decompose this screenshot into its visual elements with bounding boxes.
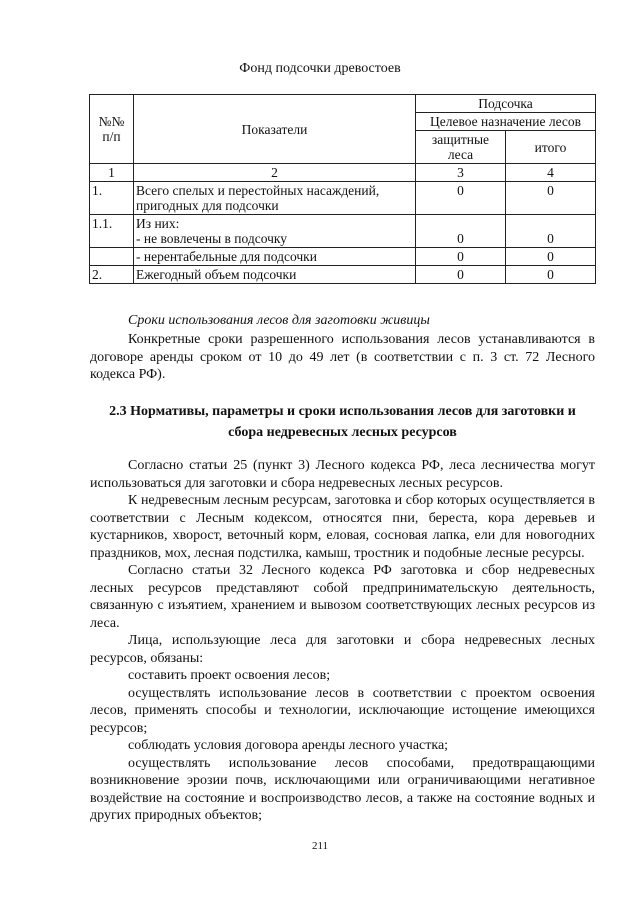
row-total: 0 [506, 266, 596, 284]
column-numbers-row [90, 164, 596, 182]
table-row [90, 182, 596, 215]
row-label-head: Из них: [136, 216, 180, 231]
body-text [90, 457, 595, 825]
podsochka-table [89, 94, 596, 284]
colnum: 2 [134, 164, 416, 182]
colnum: 3 [416, 164, 506, 182]
paragraph: Лица, использующие леса для заготовки и сбора недревесных лесных ресурсов, обязаны: [90, 633, 595, 666]
row-label: - нерентабельные для подсочки [134, 248, 416, 266]
paragraph: Согласно статьи 32 Лесного кодекса РФ заготовка и сбор недревесных лесных ресурсов представляют собой предпринимательскую деятельность, связанную с изъятием, хранением и вывозом соответствующих лесных ресурсов из леса. [90, 563, 595, 631]
colnum: 1 [90, 164, 134, 182]
table-row [90, 248, 596, 266]
header-podsochka: Подсочка [416, 95, 596, 113]
header-total: итого [506, 131, 596, 164]
paragraph: Конкретные сроки разрешенного использования лесов устанавливаются в договоре аренды сроком от 10 до 49 лет (в соответствии с п. 3 ст. 72 Лесного кодекса РФ). [90, 332, 595, 382]
section-heading: 2.3 Нормативы, параметры и сроки использования лесов для заготовки и сбора недревесных лесных ресурсов [109, 404, 576, 440]
row-total: 0 [506, 215, 596, 248]
row-num: 1. [90, 182, 134, 215]
row-protective: 0 [416, 215, 506, 248]
list-item: осуществлять использование лесов способами, предотвращающими возникновение эрозии почв, исключающими или ограничивающими негативное воздействие на состояние и воспроизводство лесов, а также на состояние водных и других природных объектов; [90, 755, 595, 823]
row-label: Ежегодный объем подсочки [134, 266, 416, 284]
row-protective: 0 [416, 248, 506, 266]
row-num [90, 248, 134, 266]
list-item: соблюдать условия договора аренды лесного участка; [128, 738, 449, 753]
header-indicators: Показатели [134, 95, 416, 164]
colnum: 4 [506, 164, 596, 182]
header-purpose: Целевое назначение лесов [416, 113, 596, 131]
row-protective: 0 [416, 266, 506, 284]
row-protective: 0 [416, 182, 506, 215]
italic-subheading: Сроки использования лесов для заготовки живицы [128, 313, 430, 328]
list-item: осуществлять использование лесов в соответствии с проектом освоения лесов, применять способы и технологии, исключающие истощение имеющихся ресурсов; [90, 685, 595, 736]
row-total: 0 [506, 182, 596, 215]
table-row [90, 266, 596, 284]
terms-paragraph [90, 331, 595, 384]
table-row [90, 215, 596, 248]
row-num: 1.1. [90, 215, 134, 248]
paragraph: Согласно статьи 25 (пункт 3) Лесного кодекса РФ, леса лесничества могут использоваться для заготовки и сбора недревесных лесных ресурсов. [90, 458, 595, 491]
header-num: №№ п/п [90, 95, 134, 164]
row-label-item: - не вовлечены в подсочку [136, 231, 288, 246]
row-label [134, 215, 416, 248]
list-item: составить проект освоения лесов; [128, 668, 331, 683]
row-label: Всего спелых и перестойных насаждений, пригодных для подсочки [134, 182, 416, 215]
header-protective: защитные леса [416, 131, 506, 164]
table-caption: Фонд подсочки древостоев [239, 61, 401, 76]
row-total: 0 [506, 248, 596, 266]
paragraph: К недревесным лесным ресурсам, заготовка и сбор которых осуществляется в соответствии с Лесным кодексом, относятся пни, береста, кора деревьев и кустарников, хворост, веточный корм, еловая, сосновая лапка, ели для новогодних праздников, мох, лесная подстилка, камыш, тростник и подобные лесные ресурсы. [90, 493, 595, 561]
row-num: 2. [90, 266, 134, 284]
page-number: 211 [311, 840, 329, 852]
